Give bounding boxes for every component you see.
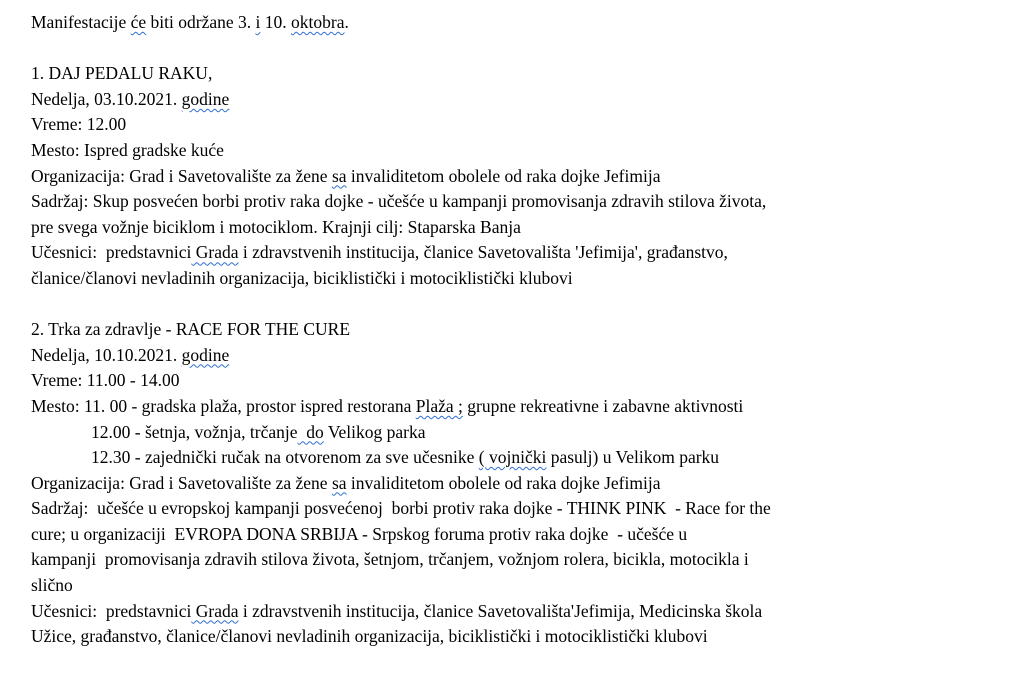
event2-content-line-3: kampanji promovisanja zdravih stilova života, šetnjom, trčanjem, vožnjom rolera, bicikla, motocikla i — [31, 549, 749, 570]
event1-time: Vreme: 12.00 — [31, 114, 127, 135]
event1-org-text: Organizacija: Grad i Savetovalište za žene — [31, 165, 332, 186]
event2-org-text-2: invaliditetom obolele od raka dojke Jefimija — [346, 472, 661, 493]
spellcheck-word: oktobra — [291, 12, 345, 32]
event2-place-text: Mesto: 11. 00 - gradska plaža, prostor ispred restorana — [31, 395, 416, 416]
intro-text-4: . — [344, 12, 349, 32]
event1-title: 1. DAJ PEDALU RAKU, — [31, 63, 213, 84]
event2-content-line-2: cure; u organizaciji EVROPA DONA SRBIJA - Srpskog foruma protiv raka dojke - učešće u — [31, 523, 688, 544]
spellcheck-word: i — [255, 12, 261, 32]
intro-line — [31, 10, 1006, 36]
event2-date-text: Nedelja, 10.10.2021. — [31, 344, 182, 365]
intro-text-2: biti održane 3. — [146, 12, 256, 32]
spellcheck-word: Plaža ; — [415, 395, 463, 416]
event2-title: 2. Trka za zdravlje - RACE FOR THE CURE — [31, 319, 351, 340]
spellcheck-word: godine — [181, 88, 230, 109]
event1-part-text: Učesnici: predstavnici — [31, 242, 192, 263]
event2-content-line-4: slično — [31, 575, 73, 596]
event2-place-line-2 — [31, 420, 1006, 446]
event2-place3-text-2: pasulj) u Velikom parku — [546, 447, 720, 468]
event1-content-line-1: Sadržaj: Skup posvećen borbi protiv raka dojke - učešće u kampanji promovisanja zdravih stilova života, — [31, 191, 767, 212]
event2-time: Vreme: 11.00 - 14.00 — [31, 370, 180, 391]
event2-place2-text: 12.00 - šetnja, vožnja, trčanje — [91, 421, 298, 442]
event1-part-text-2: i zdravstvenih institucija, članice Savetovališta 'Jefimija', građanstvo, — [238, 242, 728, 263]
event2-part-text: Učesnici: predstavnici — [31, 600, 192, 621]
spellcheck-word: do — [297, 421, 324, 442]
event1-date-text: Nedelja, 03.10.2021. — [31, 88, 182, 109]
spellcheck-word: Grada — [191, 600, 239, 621]
event2-participants — [31, 599, 1006, 625]
event1-participants — [31, 240, 1006, 266]
event1-organization — [31, 164, 1006, 190]
intro-text-1: Manifestacije — [31, 12, 131, 32]
event1-date — [31, 87, 1006, 113]
event2-place2-text-2: Velikog parka — [323, 421, 426, 442]
event2-place — [31, 394, 1006, 420]
event2-place-text-2: grupne rekreativne i zabavne aktivnosti — [462, 395, 744, 416]
spellcheck-word: sa — [331, 165, 347, 186]
event2-place3-text: 12.30 - zajednički ručak na otvorenom za sve učesnike — [91, 447, 479, 468]
event1-org-text-2: invaliditetom obolele od raka dojke Jefimija — [346, 165, 661, 186]
spellcheck-word: sa — [331, 472, 347, 493]
event2-participants-line-2: Užice, građanstvo, članice/članovi nevladinih organizacija, biciklistički i motociklistički klubovi — [31, 626, 708, 647]
event1-place: Mesto: Ispred gradske kuće — [31, 139, 224, 160]
event2-content-line-1: Sadržaj: učešće u evropskoj kampanji posvećenoj borbi protiv raka dojke - THINK PINK - Race for the — [31, 498, 771, 519]
event2-organization — [31, 471, 1006, 497]
event1-participants-line-2: članice/članovi nevladinih organizacija, biciklistički i motociklistički klubovi — [31, 267, 573, 288]
document-body — [31, 10, 1006, 650]
spellcheck-word: Grada — [191, 242, 239, 263]
event2-date — [31, 343, 1006, 369]
spellcheck-word: ( vojnički — [478, 447, 547, 468]
intro-text-3: 10. — [260, 12, 291, 32]
blank-line — [31, 292, 1006, 318]
spellcheck-word: će — [130, 12, 147, 32]
event2-place-line-3 — [31, 445, 1006, 471]
spellcheck-word: godine — [181, 344, 230, 365]
blank-line — [31, 36, 1006, 62]
event2-part-text-2: i zdravstvenih institucija, članice Savetovališta'Jefimija, Medicinska škola — [238, 600, 763, 621]
event2-org-text: Organizacija: Grad i Savetovalište za žene — [31, 472, 332, 493]
event1-content-line-2: pre svega vožnje biciklom i motociklom. Krajnji cilj: Staparska Banja — [31, 216, 521, 237]
